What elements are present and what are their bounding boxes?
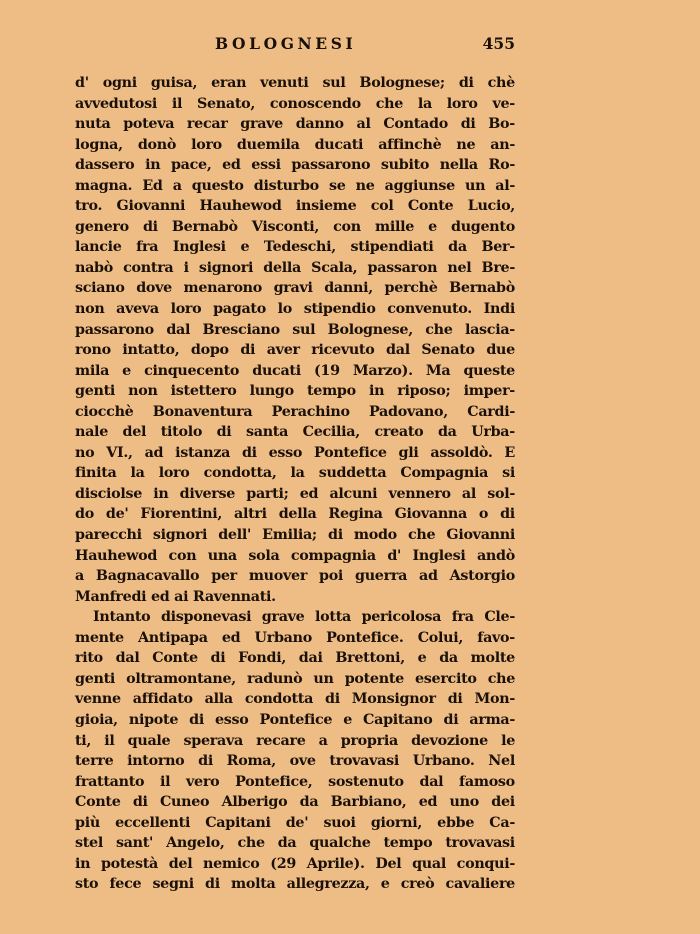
text-line: disciolse in diverse parti; ed alcuni vennero al sol- [75,485,515,502]
text-line: do de' Fiorentini, altri della Regina Giovanna o di [75,506,515,523]
page-number: 455 [482,34,515,53]
page-header [75,34,515,58]
text-line: tro. Giovanni Hauhewod insieme col Conte Lucio, [75,198,515,215]
text-line: nabò contra i signori della Scala, passaron nel Bre- [75,259,515,276]
text-line: terre intorno di Roma, ove trovavasi Urbano. Nel [75,753,515,770]
text-line: no VI., ad istanza di esso Pontefice gli assoldò. E [75,444,515,461]
text-line: Manfredi ed ai Ravennati. [75,588,276,605]
text-line: mila e cinquecento ducati (19 Marzo). Ma queste [75,362,515,379]
text-line: venne affidato alla condotta di Monsignor di Mon- [75,691,515,708]
text-line: Intanto disponevasi grave lotta pericolosa fra Cle- [93,609,515,626]
text-line: genti oltramontane, radunò un potente esercito che [75,670,515,687]
text-line: ciocchè Bonaventura Perachino Padovano, Cardi- [75,403,515,420]
text-line: logna, donò loro duemila ducati affinchè ne an- [75,136,515,153]
text-line: frattanto il vero Pontefice, sostenuto dal famoso [75,773,515,790]
text-line: nuta poteva recar grave danno al Contado di Bo- [75,116,515,133]
text-line: lancie fra Inglesi e Tedeschi, stipendiati da Ber- [75,239,515,256]
text-line: mente Antipapa ed Urbano Pontefice. Colui, favo- [75,629,515,646]
text-line: Hauhewod con una sola compagnia d' Inglesi andò [75,547,515,564]
text-line: a Bagnacavallo per muover poi guerra ad Astorgio [75,568,515,585]
text-line: Conte di Cuneo Alberigo da Barbiano, ed uno dei [75,794,515,811]
text-line: gioia, nipote di esso Pontefice e Capitano di arma- [75,711,515,728]
text-line: rono intatto, dopo di aver ricevuto dal Senato due [75,342,515,359]
text-line: passarono dal Bresciano sul Bolognese, che lascia- [75,321,515,338]
text-line: stel sant' Angelo, che da qualche tempo trovavasi [75,835,515,852]
running-title: BOLOGNESI [215,34,357,53]
text-line: magna. Ed a questo disturbo se ne aggiunse un al- [75,177,515,194]
text-line: ti, il quale sperava recare a propria devozione le [75,732,515,749]
text-line: d' ogni guisa, eran venuti sul Bolognese; di chè [75,75,515,91]
text-line: sciano dove menarono gravi danni, perchè Bernabò [75,280,515,297]
text-line: in potestà del nemico (29 Aprile). Del qual conqui- [75,855,515,872]
text-line: nale del titolo di santa Cecilia, creato da Urba- [75,424,515,441]
text-line: dassero in pace, ed essi passarono subito nella Ro- [75,157,515,174]
text-line: rito dal Conte di Fondi, dai Brettoni, e da molte [75,650,515,667]
text-line: genero di Bernabò Visconti, con mille e dugento [75,218,515,235]
text-line: sto fece segni di molta allegrezza, e creò cavaliere [75,876,515,893]
text-line: parecchi signori dell' Emilia; di modo che Giovanni [75,527,515,544]
text-line: finita la loro condotta, la suddetta Compagnia si [75,465,515,482]
text-line: più eccellenti Capitani de' suoi giorni, ebbe Ca- [75,814,515,831]
text-line: avvedutosi il Senato, conoscendo che la loro ve- [75,95,515,112]
text-line: genti non istettero lungo tempo in riposo; imper- [75,383,515,400]
text-line: non aveva loro pagato lo stipendio convenuto. Indi [75,301,515,318]
body-text [75,73,515,895]
